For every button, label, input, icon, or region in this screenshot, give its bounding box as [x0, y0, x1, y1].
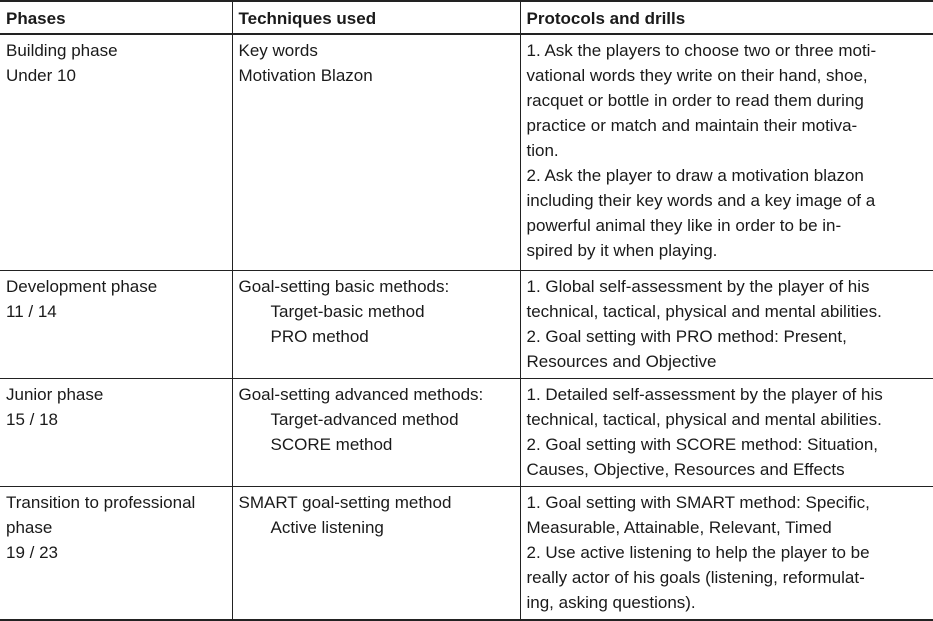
protocol-line: vational words they write on their hand, shoe,	[526, 66, 868, 85]
phase-name-cont: phase	[6, 517, 53, 537]
table-row	[0, 486, 933, 620]
phase-name: Building phase	[6, 41, 118, 60]
technique-item: Key words	[238, 41, 318, 60]
phase-age: Under 10	[6, 66, 76, 85]
technique-subitem: SCORE method	[270, 434, 393, 454]
protocol-line: 1. Global self-assessment by the player of his	[526, 276, 870, 296]
phase-age: 15 / 18	[6, 409, 58, 429]
protocol-line: 2. Goal setting with PRO method: Present,	[526, 326, 847, 346]
protocols-cell	[520, 270, 933, 378]
techniques-cell	[232, 34, 520, 270]
techniques-cell	[232, 270, 520, 378]
techniques-cell	[232, 486, 520, 620]
phase-name: Development phase	[6, 276, 158, 296]
protocol-line: Causes, Objective, Resources and Effects	[526, 459, 845, 479]
protocol-line: Measurable, Attainable, Relevant, Timed	[526, 517, 832, 537]
technique-item: Goal-setting advanced methods:	[238, 384, 484, 404]
table-row	[0, 270, 933, 378]
protocols-cell	[520, 486, 933, 620]
protocol-line: 2. Ask the player to draw a motivation blazon	[526, 166, 864, 185]
technique-item: Motivation Blazon	[238, 66, 373, 85]
header-protocols: Protocols and drills	[520, 1, 933, 34]
technique-subitem: Target-basic method	[270, 301, 425, 321]
table-row	[0, 378, 933, 486]
protocols-cell	[520, 34, 933, 270]
protocol-line: 1. Detailed self-assessment by the player of his	[526, 384, 883, 404]
protocol-line: racquet or bottle in order to read them during	[526, 91, 864, 110]
technique-subitem: Active listening	[270, 517, 384, 537]
technique-item: SMART goal-setting method	[238, 492, 452, 512]
protocol-line: really actor of his goals (listening, reformulat-	[526, 567, 865, 587]
protocol-line: practice or match and maintain their motiva-	[526, 116, 858, 135]
protocol-line: 1. Ask the players to choose two or three moti-	[526, 41, 877, 60]
protocol-line: tion.	[526, 141, 559, 160]
phase-age: 11 / 14	[6, 301, 57, 321]
protocol-line: including their key words and a key image of a	[526, 191, 876, 210]
protocol-line: 2. Goal setting with SCORE method: Situation,	[526, 434, 879, 454]
header-techniques: Techniques used	[232, 1, 520, 34]
protocol-line: technical, tactical, physical and mental abilities.	[526, 409, 882, 429]
phase-age: 19 / 23	[6, 542, 58, 562]
techniques-cell	[232, 378, 520, 486]
protocol-line: powerful animal they like in order to be in-	[526, 216, 842, 235]
table-row	[0, 34, 933, 270]
protocol-line: 1. Goal setting with SMART method: Specific,	[526, 492, 870, 512]
phase-name: Junior phase	[6, 384, 104, 404]
phase-cell	[0, 486, 232, 620]
header-row	[0, 1, 933, 34]
phase-cell	[0, 34, 232, 270]
technique-subitem: PRO method	[270, 326, 369, 346]
phase-name: Transition to professional	[6, 492, 196, 512]
protocol-line: technical, tactical, physical and mental abilities.	[526, 301, 882, 321]
phase-cell	[0, 270, 232, 378]
technique-subitem: Target-advanced method	[270, 409, 459, 429]
header-phases: Phases	[0, 1, 232, 34]
protocol-line: 2. Use active listening to help the player to be	[526, 542, 870, 562]
protocol-line: spired by it when playing.	[526, 241, 718, 260]
phase-cell	[0, 378, 232, 486]
protocol-line: ing, asking questions).	[526, 592, 696, 612]
protocols-cell	[520, 378, 933, 486]
protocol-line: Resources and Objective	[526, 351, 717, 371]
technique-item: Goal-setting basic methods:	[238, 276, 450, 296]
